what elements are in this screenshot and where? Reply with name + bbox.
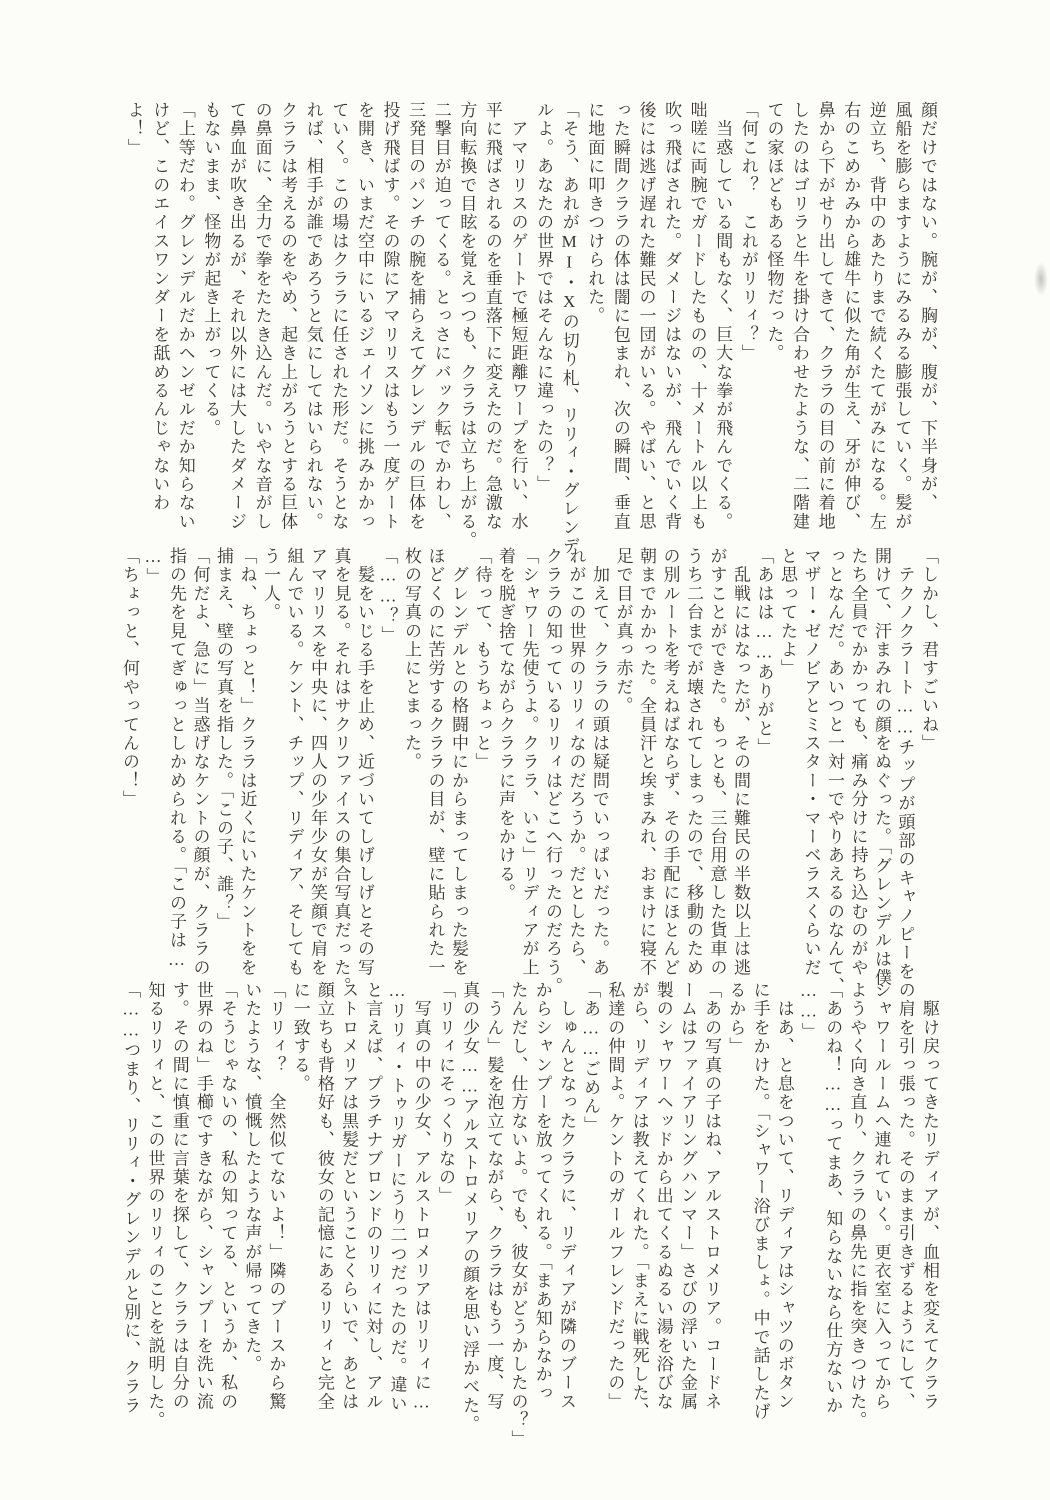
text-column: 指の先を見てぎゅっとしかめられる。「この子は… — [167, 547, 186, 971]
text-column: ほどくのに苦労するクララの目が、壁に貼られた一 — [425, 547, 445, 978]
text-column: 「あの写真の子はね、アルストロメリア。コードネ — [702, 981, 722, 1412]
text-column: …リリィ・トゥリガーにうり二つだったのだ。違い — [387, 981, 407, 1414]
text-column: けど、このエイスワンダーを舐めるんじゃないわ — [150, 101, 170, 513]
text-column: 顔だけではない。腕が、胸が、腹が、下半身が、 — [918, 101, 937, 513]
text-column: クララは考えるのをやめ、起き上がろうとする巨体 — [278, 101, 298, 532]
text-column: はあ、と息をついて、リディアはシャツのボタン — [774, 981, 794, 1412]
text-column: グレンデルとの格闘中にからまってしまった髪を — [449, 547, 468, 978]
text-column: 開けて、汗まみれの顔をぬぐった。「グレンデルは僕 — [872, 547, 891, 988]
text-column: したのはゴリラと牛を掛け合わせたような、二階建 — [790, 101, 810, 532]
text-column: と思ってたよ」 — [778, 547, 797, 678]
text-column: ての家ほどもある怪物だった。 — [764, 101, 784, 363]
text-column: 着を脱ぎ捨てながらクララに声をかける。 — [496, 547, 515, 903]
text-column: を開き、いまだ空中にいるジェイソンに挑みかかっ — [354, 101, 374, 532]
text-column: 咄嗟に両腕でガードしたものの、十メートル以上も — [687, 101, 707, 532]
text-column: 「待って、もうちょっと」 — [472, 547, 492, 772]
text-block-middle — [118, 547, 941, 996]
text-column: 逆立ち、背中のあたりまで続くたてがみになる。左 — [866, 101, 886, 532]
text-column: 「ね、ちょっと！」クララは近くにいたケントをを — [237, 547, 257, 978]
text-column: に地面に叩きつけられた。 — [585, 101, 605, 326]
text-column: たんだし、仕方ないよ。でも、彼女がどうかしたの？」 — [508, 981, 528, 1449]
text-column: 「リリィにそっくりなの」 — [435, 981, 455, 1206]
text-column: 当惑している間もなく、巨大な拳が飛んでくる。 — [713, 101, 733, 532]
text-column: の肩を引っ張った。そのまま引きずるようにして、 — [895, 981, 915, 1412]
text-column: アマリリスのゲートで極短距離ワープを行い、水 — [508, 101, 528, 532]
text-column: 「あはは……ありがと」 — [754, 547, 774, 757]
text-column: 鼻から下がせり出してきて、クララの目の前に着地 — [815, 101, 835, 532]
text-column: 真を見る。それはサクリファイスの集合写真だった。 — [331, 547, 351, 996]
text-column: 駆け戻ってきたリディアが、血相を変えてクララ — [920, 981, 939, 1412]
text-block-bottom — [118, 981, 941, 1449]
text-column: 「何これ？ これがリリィ？」 — [738, 101, 758, 363]
text-column: ようやく向き直り、クララの鼻先に指を突きつけた。 — [847, 981, 867, 1430]
text-column: ルよ。あなたの世界ではそんなに違ったの？」 — [534, 101, 554, 494]
text-column: がすことができた。もっとも、三台用意した貨車の — [707, 547, 727, 978]
text-column: 枚の写真の上にとまった。 — [402, 547, 421, 772]
text-column: う一人。 — [261, 547, 280, 622]
text-column: 右のこめかみから雄牛に似た角が生え、牙が伸び、 — [841, 101, 861, 532]
text-column: 捕まえ、壁の写真を指した。「この子、誰？」 — [214, 547, 233, 932]
text-column: 顔立ちも背格好も、彼女の記憶にあるリリィと完全 — [314, 981, 334, 1412]
text-column: いたような、憤慨したような声が帰ってきた。 — [242, 981, 262, 1374]
text-column: るから」 — [726, 981, 746, 1056]
text-column: 知るリリィと、この世界のリリィのことを説明した。 — [145, 981, 165, 1430]
text-column: ストロメリアは黒髪だということくらいで、あとは — [339, 981, 359, 1412]
text-column: 「しかし、君すごいね」 — [919, 547, 938, 753]
text-column: 吹っ飛ばされた。ダメージはないが、飛んでいく背 — [662, 101, 682, 532]
text-column: 朝までかかった。全員汗と埃まみれ、おまけに寝不 — [637, 547, 656, 978]
text-column: った瞬間クララの体は闇に包まれ、次の瞬間、垂直 — [610, 101, 630, 532]
text-column: 私達の仲間よ。ケントのガールフレンドだったの」 — [605, 981, 625, 1412]
text-column: ……」 — [798, 981, 818, 1042]
text-column: よ！」 — [124, 101, 144, 158]
text-column: て鼻血が吹き出るが、それ以外には大したダメージ — [226, 101, 246, 532]
text-column: 「……？」 — [378, 547, 398, 645]
text-column: 真の少女……アルストロメリアの顔を思い浮かべた。 — [460, 981, 480, 1434]
text-column: 風船を膨らますようにみるみる膨張していく。髪が — [892, 101, 912, 532]
text-column: 髪をいじる手を止め、近づいてしげしげとその写 — [355, 547, 374, 978]
text-column: 乱戦にはなったが、その間に難民の半数以上は逃 — [731, 547, 750, 978]
text-column: 「そう、あれがMI・Xの切り札、リリィ・グレンデ — [559, 101, 579, 556]
text-column: 世界のね」手櫛ですきながら、シャンプーを洗い流 — [193, 981, 213, 1412]
text-column: 方向転換で目眩を覚えつつも、クララは立ち上がる。 — [457, 101, 477, 550]
text-column: 加えて、クララの頭は疑問でいっぱいだった。あ — [590, 547, 609, 978]
text-column: 足で目が真っ赤だ。 — [613, 547, 633, 716]
text-column: 二撃目が迫ってくる。とっさにバック転でかわし、 — [431, 101, 451, 532]
text-column: 製のシャワーヘッドから出てくるぬるい湯を浴びな — [653, 981, 673, 1412]
text-column: 「上等だわ。グレンデルだかヘンゼルだか知らない — [175, 101, 195, 532]
text-column: っとなんだ。あいつと一対一でやりあえるのなんて、 — [825, 547, 844, 996]
text-column: クララの知っているリリィはどこへ行ったのだろう。 — [543, 547, 562, 996]
text-column: 「うん」髪を泡立てながら、クララはもう一度、写 — [484, 981, 504, 1412]
text-column: ームはファイアリングハンマー」さびの浮いた金属 — [677, 981, 697, 1412]
text-column: 「そうじゃないの、私の知ってる、というか、私の — [218, 981, 238, 1412]
text-column: 組んでいる。ケント、チップ、リディア、そしても — [284, 547, 304, 978]
text-column: 写真の中の少女、アルストロメリアはリリィに… — [411, 981, 431, 1414]
text-column: の鼻面に、全力で拳をたたき込んだ。いやな音がし — [252, 101, 272, 532]
text-column: 「あのね！……ってまあ、知らないなら仕方ないか — [823, 981, 843, 1416]
text-column: 「あ……ごめん」 — [581, 981, 601, 1135]
text-column: …」 — [143, 547, 163, 587]
text-column: 「……つまり、リリィ・グレンデルと別に、クララ — [121, 981, 141, 1416]
text-column: の別ルートを考えねばならず、その手配にほとんど — [660, 547, 680, 978]
text-column: 平に飛ばされるのを垂直落下に変えたのだ。急激な — [482, 101, 502, 532]
text-column: シャワールームへ連れていく。更衣室に入ってから — [871, 981, 891, 1412]
text-column: と言えば、プラチナブロンドのリリィに対し、アル — [363, 981, 383, 1412]
text-column: 後には逃げ遅れた難民の一団がいる。やばい、と思 — [636, 101, 656, 532]
text-column: マザー・ゼノビアとミスター・マーベラスくらいだ — [801, 547, 821, 978]
text-column: 「リリィ？ 全然似てないよ！」隣のブースから驚 — [266, 981, 286, 1412]
text-column: 「ちょっと、何やってんの！」 — [120, 547, 139, 809]
text-column: ていく。この場はクララに任された形だ。そうとな — [329, 101, 349, 532]
text-column: しゅんとなったクララに、リディアが隣のブース — [556, 981, 576, 1412]
text-column: からシャンプーを放ってくれる。「まあ知らなかっ — [532, 981, 552, 1403]
text-column: たち全員でかかっても、痛み分けに持ち込むのがや — [848, 547, 868, 978]
text-column: うち二台までが壊されてしまったので、移動のため — [684, 547, 703, 978]
text-column: 投げ飛ばす。その隙にアマリリスはもう一度ゲート — [380, 101, 400, 532]
text-column: 「シャワー先使うよ。クララ、いこ」リディアが上 — [519, 547, 539, 978]
text-column: がら、リディアは教えてくれた。「まえに戦死した、 — [629, 981, 649, 1422]
text-column: アマリリスを中央に、四人の少年少女が笑顔で肩を — [308, 547, 327, 978]
text-column: に手をかけた。「シャワー浴びましょ。中で話したげ — [750, 981, 770, 1422]
text-column: 「何だよ、急に」当惑げなケントの顔が、クララの — [190, 547, 210, 978]
text-column: テクノクラート……チップが頭部のキャノピーを — [895, 547, 915, 982]
text-column: もないまま、怪物が起き上がってくる。 — [201, 101, 221, 438]
text-column: れば、相手が誰であろうと気にしてはいられない。 — [303, 101, 323, 532]
text-column: れがこの世界のリリィなのだろうか。だとしたら、 — [566, 547, 586, 978]
text-block-top — [121, 101, 940, 556]
text-column: に一致する。 — [290, 981, 310, 1094]
text-column: 三発目のパンチの腕を捕らえてグレンデルの巨体を — [406, 101, 426, 532]
text-column: す。その間に慎重に言葉を探して、クララは自分の — [169, 981, 189, 1412]
